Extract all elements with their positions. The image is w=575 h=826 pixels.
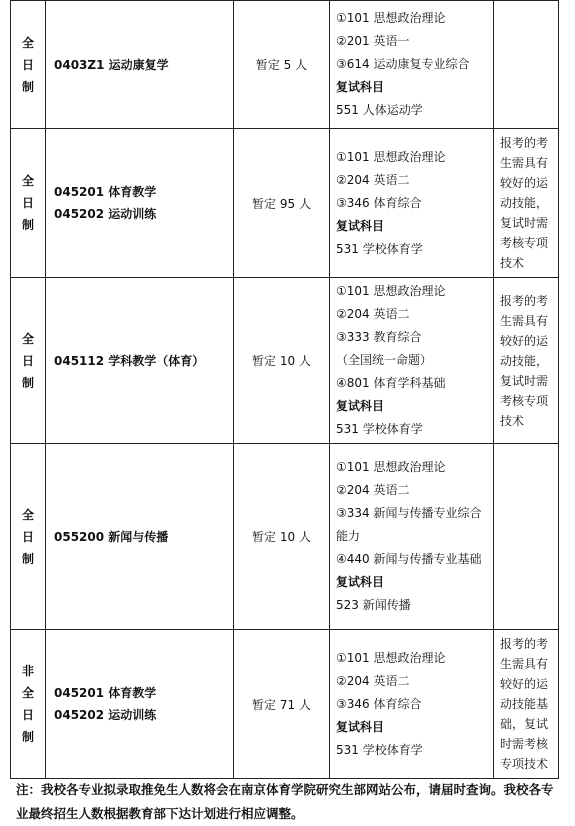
retest-subject: 531 学校体育学 xyxy=(336,241,423,256)
study-mode: 非 全 日 制 xyxy=(11,630,46,779)
exam-subjects: ①101 思想政治理论 ②204 英语二 ③346 体育综合 复试科目 531 学校体育学 xyxy=(330,630,494,779)
major-cell xyxy=(46,278,234,444)
retest-subject: 531 学校体育学 xyxy=(336,422,423,436)
exam-subjects: ①101 思想政治理论 ②204 英语二 ③346 体育综合 复试科目 531 学校体育学 xyxy=(330,129,494,278)
major-name: 045202 运动训练 xyxy=(54,708,157,722)
retest-label: 复试科目 xyxy=(336,575,385,589)
major-cell xyxy=(46,129,234,278)
study-mode: 全 日 制 xyxy=(11,444,46,630)
retest-label: 复试科目 xyxy=(336,399,385,413)
note: 报考的考生需具有较好的运动技能，复试时需考核专项技术 xyxy=(494,278,559,444)
major-cell xyxy=(46,630,234,779)
note xyxy=(494,1,559,129)
quota: 暂定 95 人 xyxy=(234,129,330,278)
table-row xyxy=(11,630,559,779)
quota: 暂定 10 人 xyxy=(234,444,330,630)
note: 报考的考生需具有较好的运动技能，复试时需考核专项技术 xyxy=(494,129,559,278)
table-row xyxy=(11,278,559,444)
major-name: 055200 新闻与传播 xyxy=(54,529,169,544)
major-cell xyxy=(46,444,234,630)
note xyxy=(494,444,559,630)
quota: 暂定 10 人 xyxy=(234,278,330,444)
admission-table xyxy=(10,0,559,779)
major-name: 045202 运动训练 xyxy=(54,207,157,221)
quota: 暂定 5 人 xyxy=(234,1,330,129)
note: 报考的考生需具有较好的运动技能基础，复试时需考核专项技术 xyxy=(494,630,559,779)
study-mode: 全 日 制 xyxy=(11,129,46,278)
major-name: 045201 体育教学 xyxy=(54,185,157,199)
exam-subjects: ①101 思想政治理论 ②204 英语二 ③333 教育综合 （全国统一命题） ④801 体育学科基础 复试科目 531 学校体育学 xyxy=(330,278,494,444)
major-name: 045201 体育教学 xyxy=(54,686,157,700)
major-cell xyxy=(46,1,234,129)
retest-label: 复试科目 xyxy=(336,218,385,233)
exam-subjects: ①101 思想政治理论 ②204 英语二 ③334 新闻与传播专业综合能力 ④440 新闻与传播专业基础 复试科目 523 新闻传播 xyxy=(330,444,494,630)
study-mode: 全 日 制 xyxy=(11,1,46,129)
study-mode: 全 日 制 xyxy=(11,278,46,444)
footnote: 注：我校各专业拟录取推免生人数将会在南京体育学院研究生部网站公布，请届时查询。我校各专业最终招生人数根据教育部下达计划进行相应调整。 xyxy=(16,782,554,821)
retest-subject: 531 学校体育学 xyxy=(336,742,423,757)
retest-subject: 551 人体运动学 xyxy=(336,103,423,117)
retest-label: 复试科目 xyxy=(336,719,385,734)
major-name: 045112 学科教学（体育） xyxy=(54,353,205,368)
major-name: 0403Z1 运动康复学 xyxy=(54,57,169,72)
retest-label: 复试科目 xyxy=(336,80,385,94)
quota: 暂定 71 人 xyxy=(234,630,330,779)
table-row xyxy=(11,1,559,129)
retest-subject: 523 新闻传播 xyxy=(336,598,411,612)
table-row xyxy=(11,129,559,278)
table-row xyxy=(11,444,559,630)
exam-subjects: ①101 思想政治理论 ②201 英语一 ③614 运动康复专业综合 复试科目 551 人体运动学 xyxy=(330,1,494,129)
